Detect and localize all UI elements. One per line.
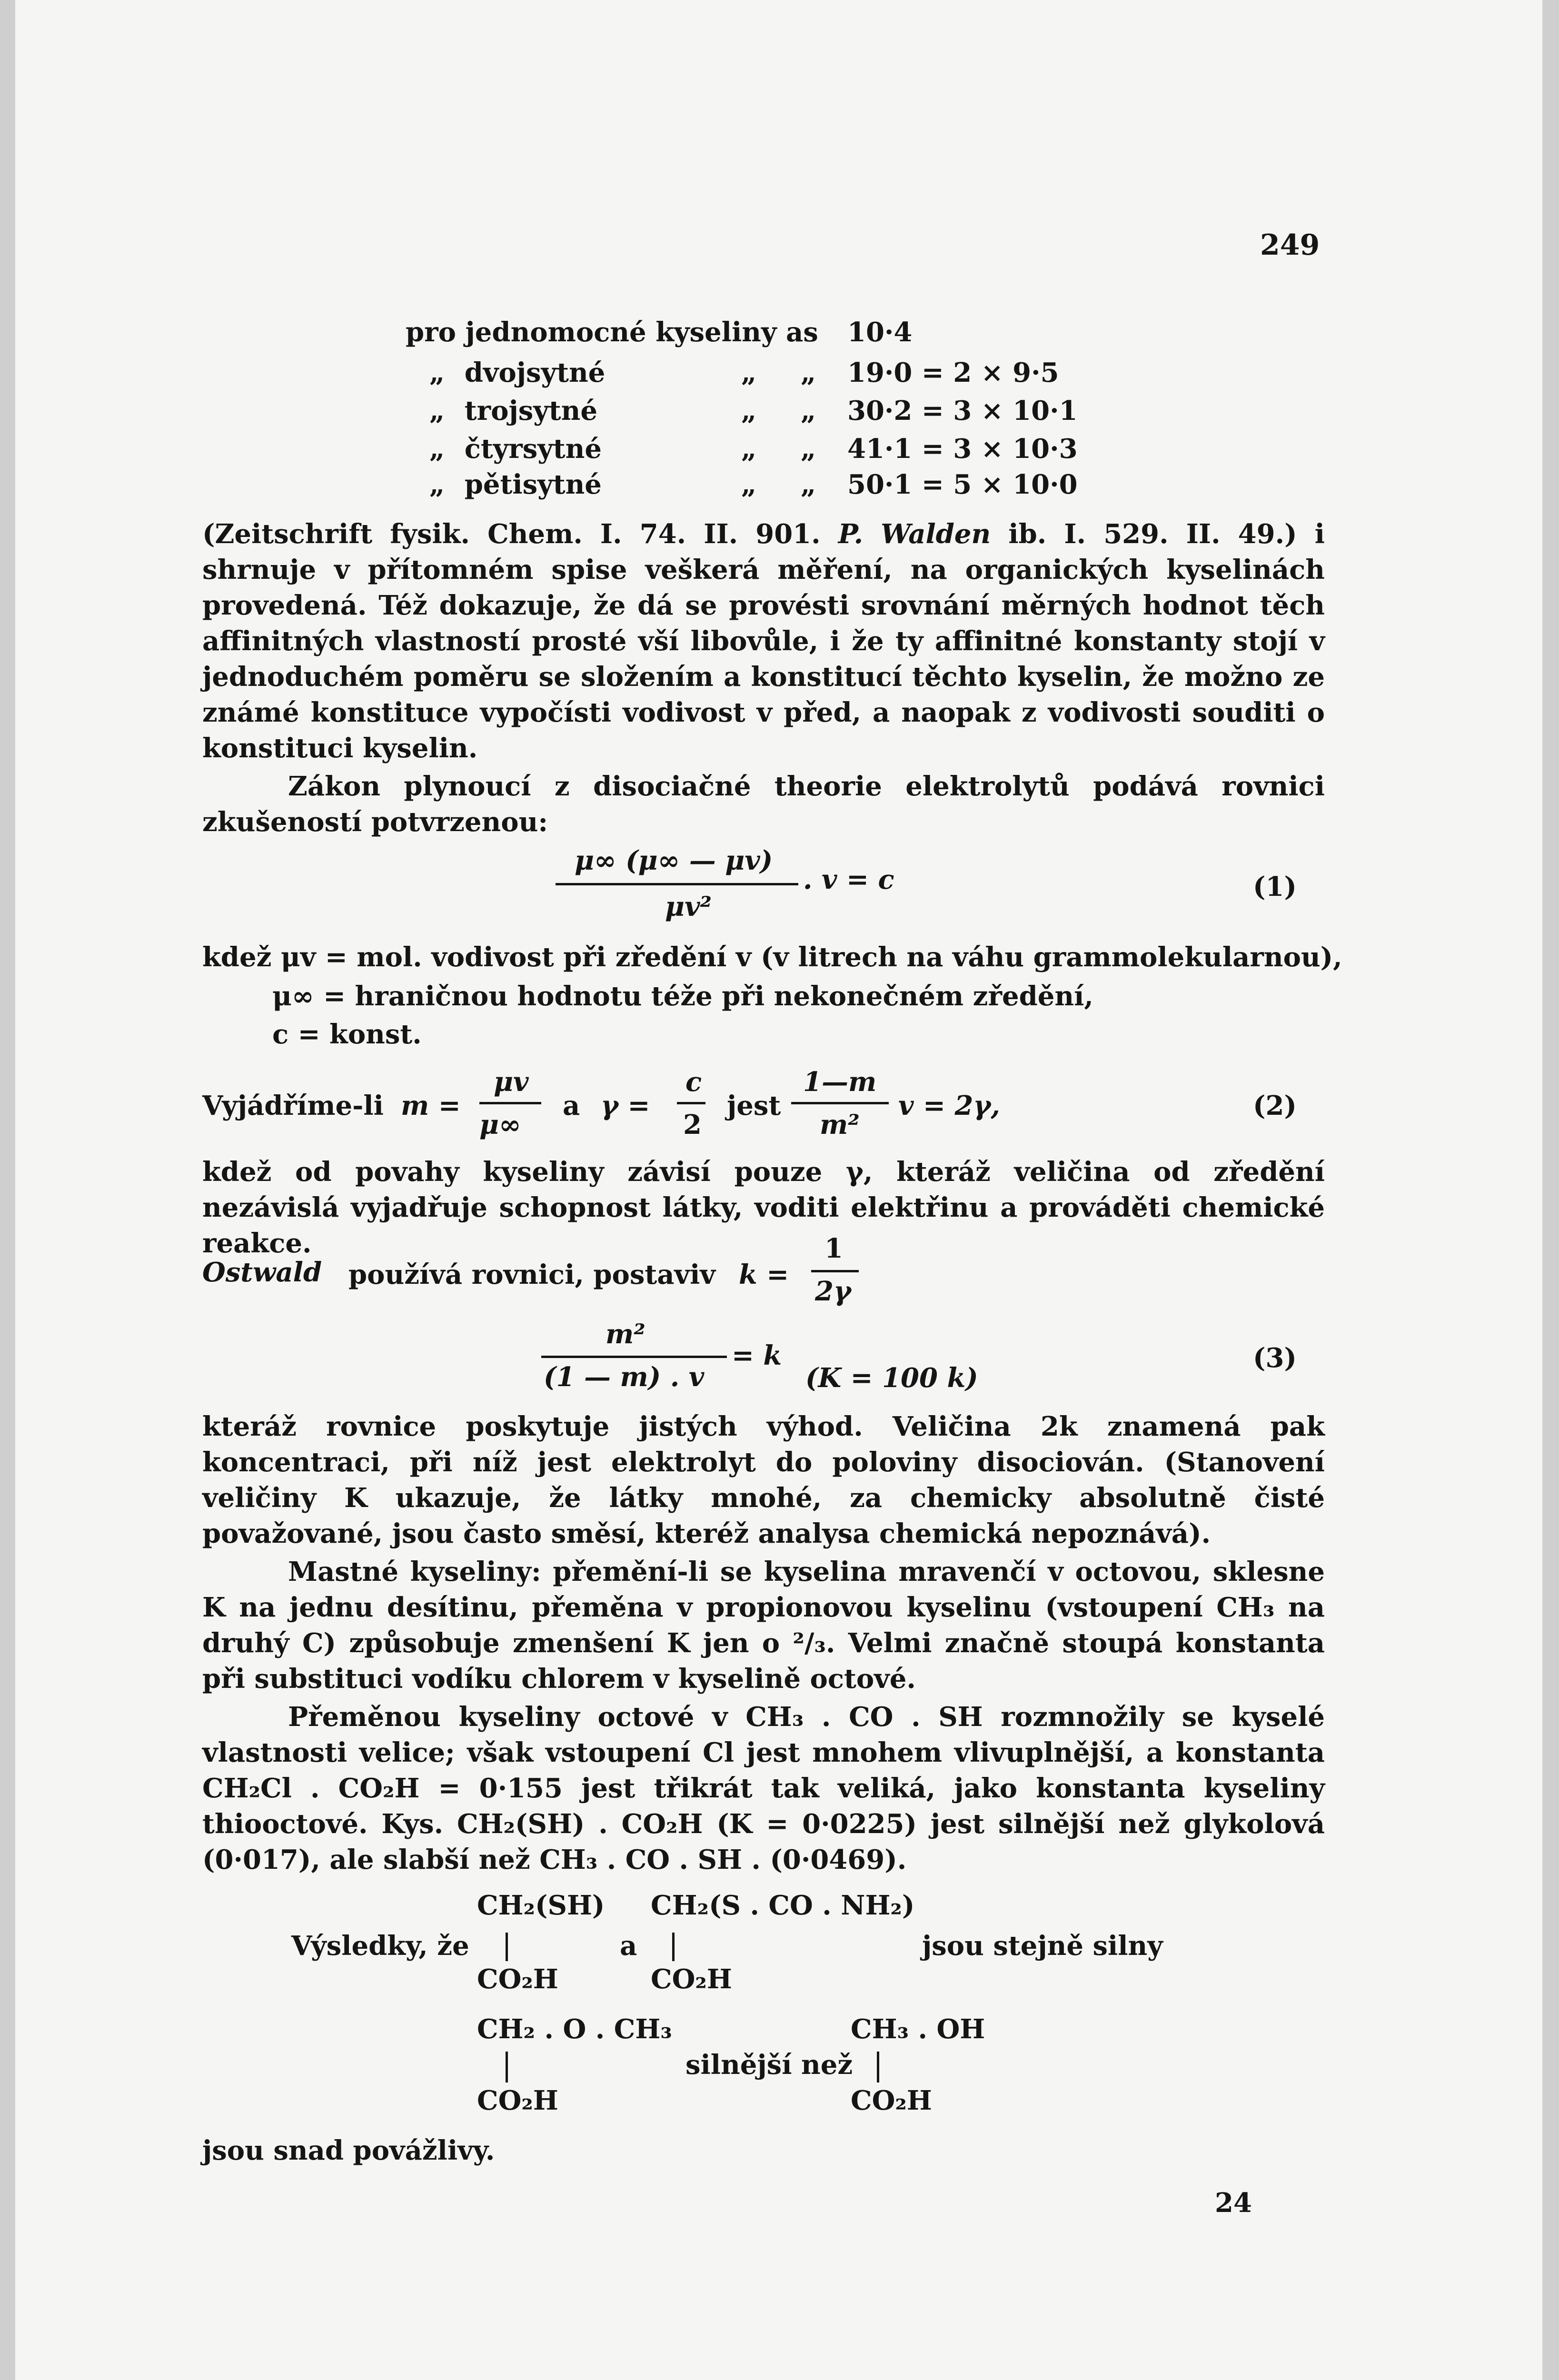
page: 249 pro jednomocné kyseliny as 10·4 „ dvojsytné „ „ 19·0 = 2 × 9·5 „ trojsytné „ „ 30·2 = 3 × 10·1 „ čtyrsytné „ „ 41·1 = 3 × 10·3 „ pětisytné „ „ 50·1 = 5 × 10·0 (Zeitschrift fysik. Chem. I. 74. II. 901. P. Walden ib. I. 529. II. 49.) i shrnuje v přítomném spise veškerá měření, na organických kyselinách provedená. Též dokazuje, že dá se provésti srovnání měrných hodnot těch affinitných vlastností prosté vší libovůle, i že ty affinitné konstanty stojí v jednoduchém poměru se složením a konstitucí těchto kyselin, že možno ze známé konstituce vypočísti vodivost v před, a naopak z vodivosti souditi o konstituci kyselin. Zákon plynoucí z disociačné theorie elektrolytů podává rovnici zkušeností potvrzenou: μ∞ (μ∞ — μv) μv² . v = c (1) kdež μv = mol. vodivost při zředění v (v litrech na váhu grammolekularnou), μ∞ = hraničnou hodnotu téže při nekonečném zředění, c = konst. Vyjádříme-li m = μv μ∞ a γ = c 2 jest 1—m m² v = 2γ, (2) kdež od povahy kyseliny závisí pouze γ, kteráž veličina od zředění nezávislá vyjadřuje schopnost látky, voditi elektřinu a prováděti chemické reakce. Ostwald používá rovnici, postaviv k = 1 2γ m² (1 — m) . v = k (K = 100 k) (3) kteráž rovnice poskytuje jistých výhod. Veličina 2k znamená pak koncentraci, při níž jest elektrolyt do poloviny disociován. (Stanovení veličiny K ukazuje, že látky mnohé, za chemicky absolutně čisté považované, jsou často směsí, kteréž analysa chemická nepoznává). Mastné kyseliny: přemění-li se kyselina mravenčí v octovou, sklesne K na jednu desítinu, přeměna v propionovou kyselinu (vstoupení CH₃ na druhý C) způsobuje zmenšení K jen o ²/₃. Velmi značně stoupá konstanta při substituci vodíku chlorem v kyselině octové. Přeměnou kyseliny octové v CH₃ . CO . SH rozmnožily se kyselé vlastnosti velice; však vstoupení Cl jest mnohem vlivuplnější, a konstanta CH₂Cl . CO₂H = 0·155 jest třikrát tak veliká, jako konstanta kyseliny thiooctové. Kys. CH₂(SH) . CO₂H (K = 0·0225) jest silnější než glykolová (0·017), ale slabší než CH₃ . CO . SH . (0·0469). CH₂(SH) CH₂(S . CO . NH₂) Výsledky, že a jsou stejně silny CO₂H CO₂H CH₂ . O . CH₃ CH₃ . OH silnější než CO₂H CO₂H jsou snad povážlivy. 24 xyxy=(15,0,1542,2380)
paragraph-walden: (Zeitschrift fysik. Chem. I. 74. II. 901. P. Walden ib. I. 529. II. 49.) i shrnuje v přítomném spise veškerá měření, na organických kyselinách provedená. Též dokazuje, že dá se provésti srovnání měrných hodnot těch affinitných vlastností prosté vší libovůle, i že ty affinitné konstanty stojí v jednoduchém poměru se složením a konstitucí těchto kyselin, že možno ze známé konstituce vypočísti vodivost v před, a naopak z vodivosti souditi o konstituci kyselin. xyxy=(202,518,1325,764)
eq1-number: (1) xyxy=(1253,871,1297,902)
table-row: „ dvojsytné xyxy=(429,357,606,388)
table-value: 30·2 = 3 × 10·1 xyxy=(847,395,1078,426)
table-row: pro jednomocné kyseliny as xyxy=(406,317,818,348)
closing-line: jsou snad povážlivy. xyxy=(202,2135,495,2166)
table-value: 10·4 xyxy=(847,317,913,348)
table-row: „ trojsytné xyxy=(429,395,597,426)
definition-c: c = konst. xyxy=(272,1019,422,1050)
paragraph-law: Zákon plynoucí z disociačné theorie elektrolytů podává rovnici zkušeností potvrzenou: xyxy=(202,771,1325,838)
paragraph-acetic: Přeměnou kyseliny octové v CH₃ . CO . SH rozmnožily se kyselé vlastnosti velice; však vstoupení Cl jest mnohem vlivuplnější, a konstanta CH₂Cl . CO₂H = 0·155 jest třikrát tak veliká, jako konstanta kyseliny thiooctové. Kys. CH₂(SH) . CO₂H (K = 0·0225) jest silnější než glykolová (0·017), ale slabší než CH₃ . CO . SH . (0·0469). xyxy=(202,1701,1325,1875)
eq1-rhs: . v = c xyxy=(803,864,894,895)
table-value: 41·1 = 3 × 10·3 xyxy=(847,433,1078,465)
eq1-numerator: μ∞ (μ∞ — μv) xyxy=(575,845,773,876)
signature-mark: 24 xyxy=(1215,2187,1252,2219)
eq1-denominator: μv² xyxy=(665,891,712,922)
eq3-number: (3) xyxy=(1253,1342,1297,1374)
table-value: 19·0 = 2 × 9·5 xyxy=(847,357,1059,388)
definition-mu-v: kdež μv = mol. vodivost při zředění v (v litrech na váhu grammolekularnou), xyxy=(202,942,1342,973)
eq2-number: (2) xyxy=(1253,1090,1297,1121)
paragraph-fatty-acids: Mastné kyseliny: přemění-li se kyselina mravenčí v octovou, sklesne K na jednu desítinu, přeměna v propionovou kyselinu (vstoupení CH₃ na druhý C) způsobuje zmenšení K jen o ²/₃. Velmi značně stoupá konstanta při substituci vodíku chlorem v kyselině octové. xyxy=(202,1556,1325,1695)
definition-mu-inf: μ∞ = hraničnou hodnotu téže při nekonečném zředění, xyxy=(272,981,1093,1012)
page-number: 249 xyxy=(1260,228,1320,262)
paragraph-gamma: kdež od povahy kyseliny závisí pouze γ, kteráž veličina od zředění nezávislá vyjadřuje schopnost látky, voditi elektřinu a prováděti chemické reakce. xyxy=(202,1156,1325,1259)
table-row: „ pětisytné xyxy=(429,469,602,500)
table-row: „ čtyrsytné xyxy=(429,433,602,465)
paragraph-concentration: kteráž rovnice poskytuje jistých výhod. Veličina 2k znamená pak koncentraci, při níž jest elektrolyt do poloviny disociován. (Stanovení veličiny K ukazuje, že látky mnohé, za chemicky absolutně čisté považované, jsou často směsí, kteréž analysa chemická nepoznává). xyxy=(202,1411,1325,1549)
table-value: 50·1 = 5 × 10·0 xyxy=(847,469,1078,500)
eq1-fraction-bar xyxy=(556,883,798,885)
